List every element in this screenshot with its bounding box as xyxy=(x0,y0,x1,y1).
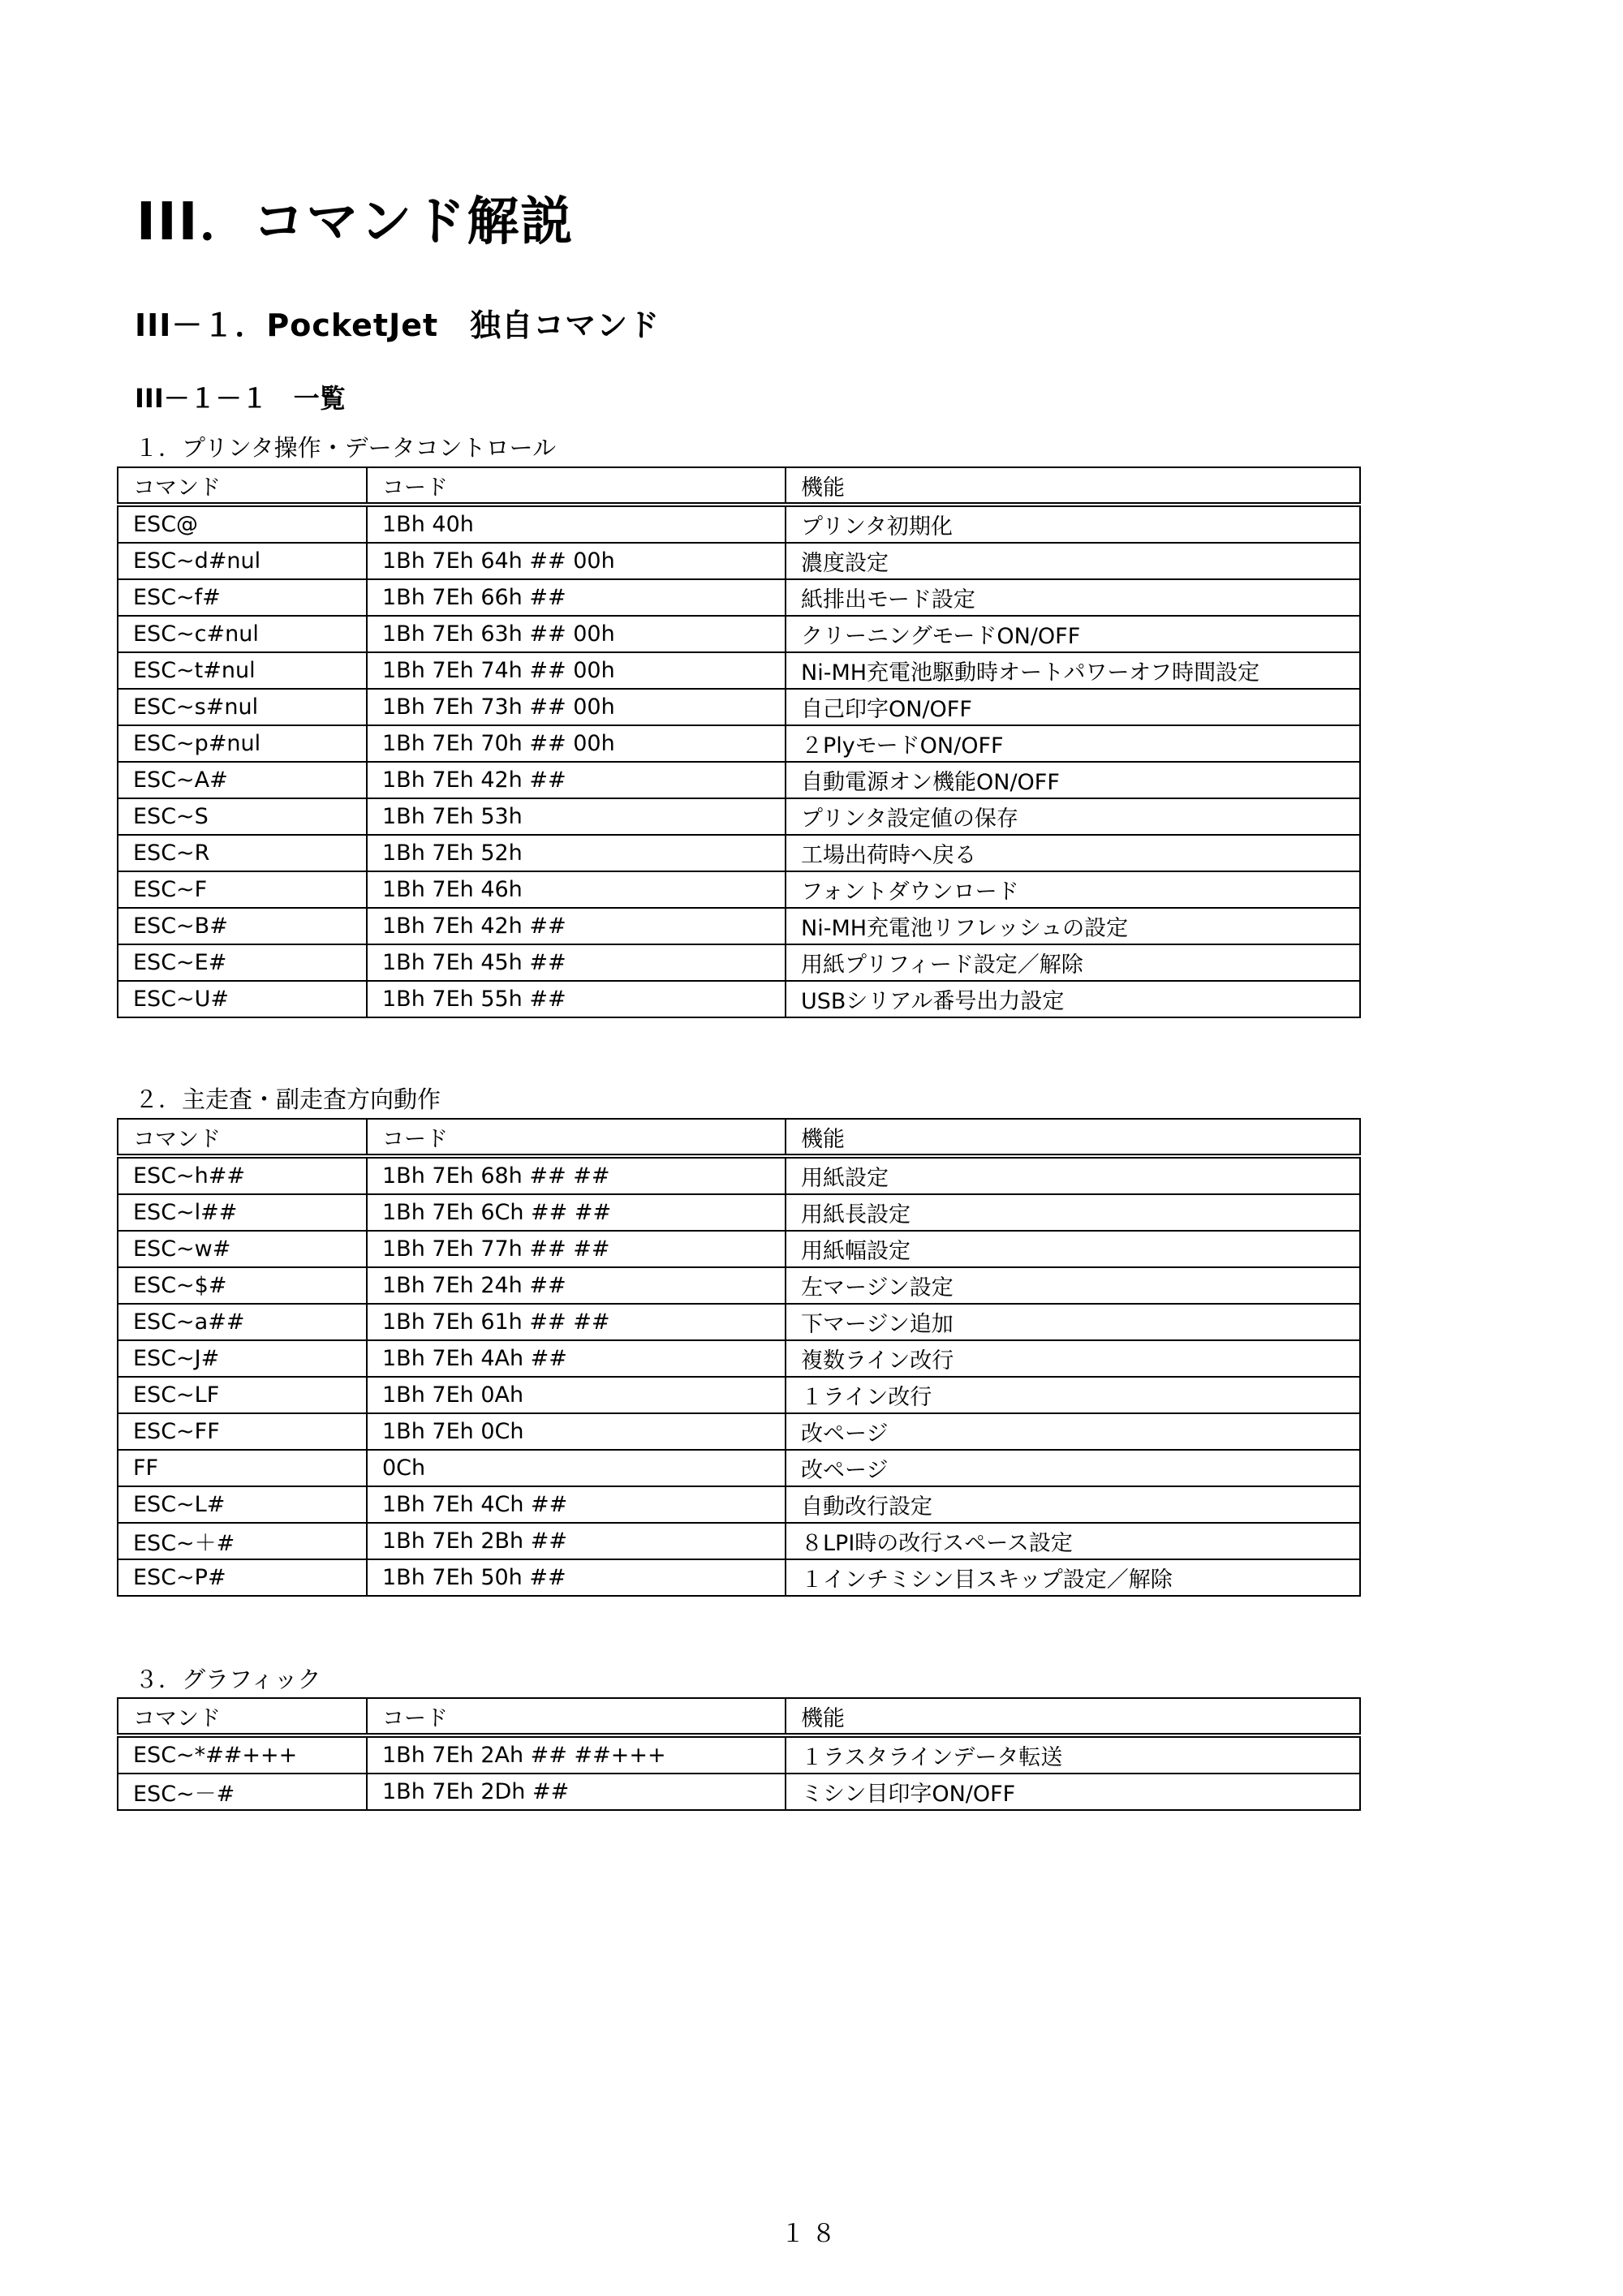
header-code: コード xyxy=(367,1698,786,1735)
code-cell: 1Bh 7Eh 73h ## 00h xyxy=(367,689,786,725)
command-cell: ESC~l## xyxy=(118,1194,367,1231)
code-cell: 1Bh 7Eh 42h ## xyxy=(367,762,786,798)
command-cell: ESC~$# xyxy=(118,1267,367,1304)
code-cell: 1Bh 7Eh 63h ## 00h xyxy=(367,616,786,652)
command-table xyxy=(117,467,1361,1018)
table-row xyxy=(118,1486,1360,1523)
command-cell: ESC~c#nul xyxy=(118,616,367,652)
command-cell: ESC~FF xyxy=(118,1413,367,1450)
function-cell: 紙排出モード設定 xyxy=(786,579,1360,616)
command-cell: ESC~B# xyxy=(118,908,367,944)
code-cell: 1Bh 7Eh 42h ## xyxy=(367,908,786,944)
table-header-row xyxy=(118,1698,1360,1735)
function-cell: 用紙設定 xyxy=(786,1156,1360,1194)
function-cell: 左マージン設定 xyxy=(786,1267,1360,1304)
table-row xyxy=(118,1559,1360,1596)
code-cell: 1Bh 7Eh 52h xyxy=(367,835,786,871)
command-cell: ESC~d#nul xyxy=(118,543,367,579)
table-row xyxy=(118,1377,1360,1413)
header-command: コマンド xyxy=(118,467,367,505)
table-row xyxy=(118,798,1360,835)
function-cell: 下マージン追加 xyxy=(786,1304,1360,1340)
function-cell: １ラスタラインデータ転送 xyxy=(786,1735,1360,1774)
table-row xyxy=(118,652,1360,689)
table-row xyxy=(118,1340,1360,1377)
function-cell: 自己印字ON/OFF xyxy=(786,689,1360,725)
page-number: １８ xyxy=(781,2220,842,2248)
subsection-heading: III－１－１ 一覧 xyxy=(135,383,346,414)
table-row xyxy=(118,505,1360,543)
command-cell: ESC~－# xyxy=(118,1774,367,1810)
code-cell: 1Bh 7Eh 77h ## ## xyxy=(367,1231,786,1267)
header-function: 機能 xyxy=(786,1698,1360,1735)
command-cell: ESC~A# xyxy=(118,762,367,798)
code-cell: 1Bh 40h xyxy=(367,505,786,543)
table-row xyxy=(118,1267,1360,1304)
table-row xyxy=(118,908,1360,944)
function-cell: フォントダウンロード xyxy=(786,871,1360,908)
table-row xyxy=(118,1413,1360,1450)
code-cell: 1Bh 7Eh 0Ah xyxy=(367,1377,786,1413)
code-cell: 1Bh 7Eh 24h ## xyxy=(367,1267,786,1304)
command-cell: ESC~F xyxy=(118,871,367,908)
command-cell: ESC~R xyxy=(118,835,367,871)
page-title: III．コマンド解説 xyxy=(136,192,575,252)
code-cell: 0Ch xyxy=(367,1450,786,1486)
command-cell: ESC~a## xyxy=(118,1304,367,1340)
code-cell: 1Bh 7Eh 4Ah ## xyxy=(367,1340,786,1377)
code-cell: 1Bh 7Eh 61h ## ## xyxy=(367,1304,786,1340)
header-code: コード xyxy=(367,467,786,505)
function-cell: USBシリアル番号出力設定 xyxy=(786,981,1360,1017)
code-cell: 1Bh 7Eh 46h xyxy=(367,871,786,908)
table-row xyxy=(118,1774,1360,1810)
function-cell: ８LPI時の改行スペース設定 xyxy=(786,1523,1360,1559)
function-cell: 自動改行設定 xyxy=(786,1486,1360,1523)
code-cell: 1Bh 7Eh 6Ch ## ## xyxy=(367,1194,786,1231)
code-cell: 1Bh 7Eh 45h ## xyxy=(367,944,786,981)
group-caption: ３．グラフィック xyxy=(135,1666,321,1693)
function-cell: プリンタ設定値の保存 xyxy=(786,798,1360,835)
command-cell: ESC~p#nul xyxy=(118,725,367,762)
table-row xyxy=(118,1450,1360,1486)
command-cell: ESC~P# xyxy=(118,1559,367,1596)
table-row xyxy=(118,1304,1360,1340)
table-row xyxy=(118,1156,1360,1194)
code-cell: 1Bh 7Eh 68h ## ## xyxy=(367,1156,786,1194)
function-cell: 改ページ xyxy=(786,1450,1360,1486)
code-cell: 1Bh 7Eh 74h ## 00h xyxy=(367,652,786,689)
function-cell: １ライン改行 xyxy=(786,1377,1360,1413)
table-header-row xyxy=(118,1119,1360,1156)
function-cell: 自動電源オン機能ON/OFF xyxy=(786,762,1360,798)
code-cell: 1Bh 7Eh 2Dh ## xyxy=(367,1774,786,1810)
table-row xyxy=(118,616,1360,652)
command-cell: ESC~J# xyxy=(118,1340,367,1377)
group-caption: ２．主走査・副走査方向動作 xyxy=(135,1086,441,1113)
command-cell: ESC~U# xyxy=(118,981,367,1017)
function-cell: Ni-MH充電池駆動時オートパワーオフ時間設定 xyxy=(786,652,1360,689)
command-table xyxy=(117,1697,1361,1811)
code-cell: 1Bh 7Eh 2Ah ## ##+++ xyxy=(367,1735,786,1774)
function-cell: クリーニングモードON/OFF xyxy=(786,616,1360,652)
function-cell: 濃度設定 xyxy=(786,543,1360,579)
code-cell: 1Bh 7Eh 66h ## xyxy=(367,579,786,616)
function-cell: 改ページ xyxy=(786,1413,1360,1450)
function-cell: 複数ライン改行 xyxy=(786,1340,1360,1377)
table-row xyxy=(118,1523,1360,1559)
function-cell: ２PlyモードON/OFF xyxy=(786,725,1360,762)
table-row xyxy=(118,725,1360,762)
function-cell: Ni-MH充電池リフレッシュの設定 xyxy=(786,908,1360,944)
header-command: コマンド xyxy=(118,1119,367,1156)
command-cell: ESC~L# xyxy=(118,1486,367,1523)
command-cell: ESC~t#nul xyxy=(118,652,367,689)
code-cell: 1Bh 7Eh 0Ch xyxy=(367,1413,786,1450)
function-cell: 用紙長設定 xyxy=(786,1194,1360,1231)
table-row xyxy=(118,981,1360,1017)
table-row xyxy=(118,543,1360,579)
command-cell: ESC~S xyxy=(118,798,367,835)
header-function: 機能 xyxy=(786,1119,1360,1156)
command-cell: ESC~＋# xyxy=(118,1523,367,1559)
function-cell: 用紙プリフィード設定／解除 xyxy=(786,944,1360,981)
code-cell: 1Bh 7Eh 53h xyxy=(367,798,786,835)
function-cell: １インチミシン目スキップ設定／解除 xyxy=(786,1559,1360,1596)
command-cell: ESC~h## xyxy=(118,1156,367,1194)
code-cell: 1Bh 7Eh 50h ## xyxy=(367,1559,786,1596)
function-cell: プリンタ初期化 xyxy=(786,505,1360,543)
command-cell: FF xyxy=(118,1450,367,1486)
table-row xyxy=(118,871,1360,908)
command-cell: ESC~w# xyxy=(118,1231,367,1267)
table-row xyxy=(118,579,1360,616)
function-cell: ミシン目印字ON/OFF xyxy=(786,1774,1360,1810)
function-cell: 用紙幅設定 xyxy=(786,1231,1360,1267)
group-caption: １．プリンタ操作・データコントロール xyxy=(135,434,557,462)
table-row xyxy=(118,835,1360,871)
function-cell: 工場出荷時へ戻る xyxy=(786,835,1360,871)
command-table xyxy=(117,1118,1361,1597)
code-cell: 1Bh 7Eh 55h ## xyxy=(367,981,786,1017)
table-row xyxy=(118,1735,1360,1774)
code-cell: 1Bh 7Eh 4Ch ## xyxy=(367,1486,786,1523)
table-row xyxy=(118,1231,1360,1267)
command-cell: ESC~s#nul xyxy=(118,689,367,725)
section-heading: III－１．PocketJet 独自コマンド xyxy=(135,307,661,343)
code-cell: 1Bh 7Eh 70h ## 00h xyxy=(367,725,786,762)
table-row xyxy=(118,689,1360,725)
header-command: コマンド xyxy=(118,1698,367,1735)
code-cell: 1Bh 7Eh 64h ## 00h xyxy=(367,543,786,579)
header-code: コード xyxy=(367,1119,786,1156)
command-cell: ESC~LF xyxy=(118,1377,367,1413)
table-header-row xyxy=(118,467,1360,505)
command-cell: ESC~*##+++ xyxy=(118,1735,367,1774)
code-cell: 1Bh 7Eh 2Bh ## xyxy=(367,1523,786,1559)
table-row xyxy=(118,1194,1360,1231)
command-cell: ESC~f# xyxy=(118,579,367,616)
command-cell: ESC@ xyxy=(118,505,367,543)
table-row xyxy=(118,762,1360,798)
table-row xyxy=(118,944,1360,981)
command-cell: ESC~E# xyxy=(118,944,367,981)
header-function: 機能 xyxy=(786,467,1360,505)
